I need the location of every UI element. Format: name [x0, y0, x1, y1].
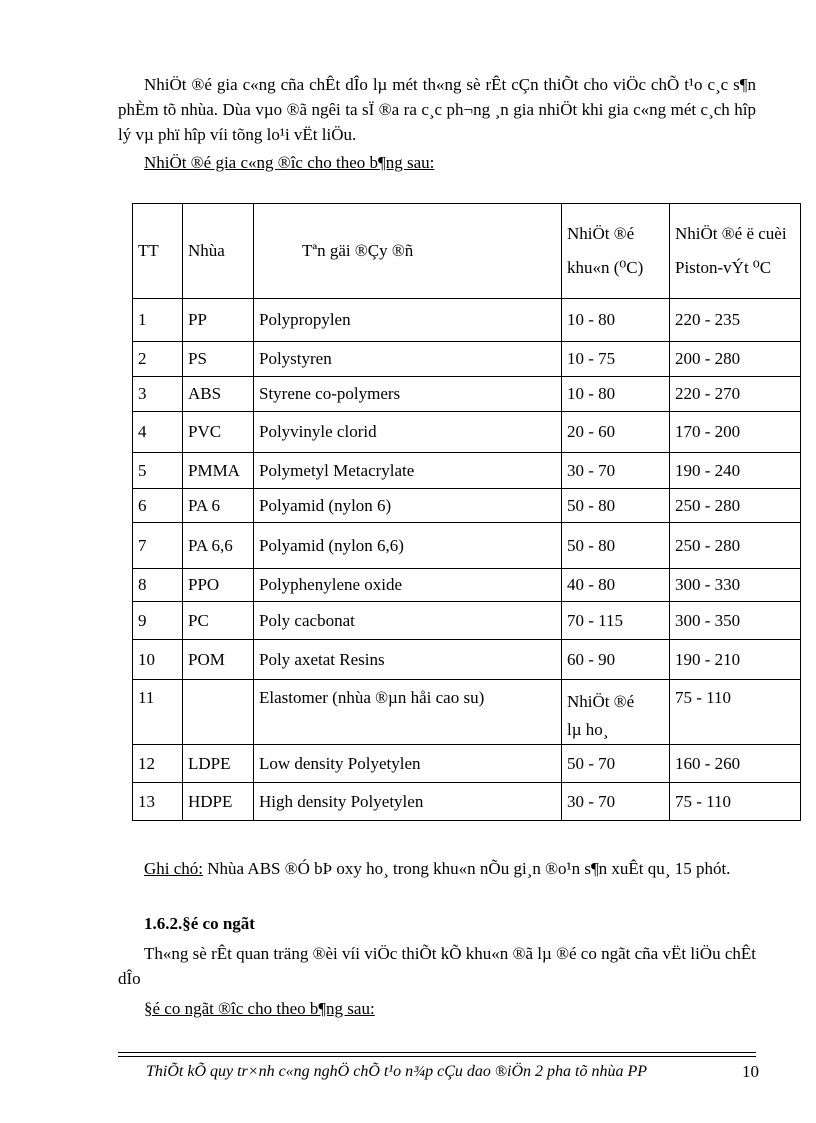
cell-resin: PMMA	[183, 453, 254, 489]
cell-resin: PP	[183, 299, 254, 342]
cell-mold: 30 - 70	[562, 453, 670, 489]
cell-resin: PC	[183, 602, 254, 640]
table-row	[133, 453, 801, 489]
cell-piston: 300 - 350	[670, 602, 801, 640]
table-row	[133, 745, 801, 783]
cell-mold: 60 - 90	[562, 640, 670, 680]
table-row	[133, 783, 801, 821]
cell-mold: 50 - 80	[562, 523, 670, 569]
shrinkage-caption	[118, 996, 756, 1021]
cell-name: Polyphenylene oxide	[254, 569, 562, 602]
cell-piston: 190 - 210	[670, 640, 801, 680]
cell-mold: 10 - 75	[562, 342, 670, 377]
cell-mold: 50 - 80	[562, 489, 670, 523]
table-row	[133, 602, 801, 640]
cell-piston: 190 - 240	[670, 453, 801, 489]
note-paragraph	[118, 856, 756, 881]
header-tt: TT	[133, 204, 183, 299]
cell-resin: PS	[183, 342, 254, 377]
cell-tt: 10	[133, 640, 183, 680]
cell-mold: 10 - 80	[562, 377, 670, 412]
cell-piston: 160 - 260	[670, 745, 801, 783]
cell-tt: 1	[133, 299, 183, 342]
cell-tt: 6	[133, 489, 183, 523]
cell-tt: 13	[133, 783, 183, 821]
cell-resin: POM	[183, 640, 254, 680]
cell-name: Polypropylen	[254, 299, 562, 342]
footer-title: ThiÕt kÕ quy tr×nh c«ng nghÖ chÕ t¹o n¾p cÇu dao ®iÖn 2 pha tõ nhùa PP	[146, 1063, 648, 1080]
cell-resin	[183, 680, 254, 745]
table-row	[133, 342, 801, 377]
table-caption	[118, 150, 756, 175]
cell-tt: 2	[133, 342, 183, 377]
cell-mold: 50 - 70	[562, 745, 670, 783]
cell-resin: PA 6,6	[183, 523, 254, 569]
table-row	[133, 489, 801, 523]
cell-tt: 4	[133, 412, 183, 453]
cell-piston: 300 - 330	[670, 569, 801, 602]
cell-mold: 70 - 115	[562, 602, 670, 640]
table-caption-text: NhiÖt ®é gia c«ng ®îc cho theo b¶ng sau:	[144, 153, 435, 172]
cell-mold	[562, 680, 670, 745]
header-mold-temp-line1: NhiÖt ®é	[567, 224, 635, 243]
cell-piston: 220 - 270	[670, 377, 801, 412]
section-paragraph: Th«ng sè rÊt quan träng ®èi víi viÖc thiÕt kÕ khu«n ®ã lµ ®é co ngãt cña vËt liÖu chÊt dÎo	[118, 944, 756, 988]
cell-resin: PPO	[183, 569, 254, 602]
header-piston-temp-line1: NhiÖt ®é ë cuèi	[675, 224, 787, 243]
cell-piston: 170 - 200	[670, 412, 801, 453]
footer-rule-bottom	[118, 1056, 756, 1057]
cell-resin: HDPE	[183, 783, 254, 821]
cell-tt: 11	[133, 680, 183, 745]
processing-temperature-table	[132, 203, 801, 821]
table-row	[133, 299, 801, 342]
cell-name: Poly cacbonat	[254, 602, 562, 640]
table-row	[133, 377, 801, 412]
cell-mold: 10 - 80	[562, 299, 670, 342]
cell-name: Polystyren	[254, 342, 562, 377]
cell-mold-line2: lµ ho¸	[567, 720, 609, 739]
header-mold-temp	[562, 204, 670, 299]
cell-tt: 12	[133, 745, 183, 783]
cell-resin: PVC	[183, 412, 254, 453]
cell-piston: 250 - 280	[670, 523, 801, 569]
note-label: Ghi chó:	[144, 859, 204, 878]
table-row	[133, 569, 801, 602]
header-mold-temp-line2: khu«n (⁰C)	[567, 258, 644, 277]
header-piston-temp-line2: Piston-vÝt ⁰C	[675, 258, 772, 277]
cell-name: Styrene co-polymers	[254, 377, 562, 412]
table-row	[133, 412, 801, 453]
table-row	[133, 523, 801, 569]
cell-piston: 250 - 280	[670, 489, 801, 523]
cell-resin: ABS	[183, 377, 254, 412]
table-row	[133, 680, 801, 745]
cell-name: Polyamid (nylon 6)	[254, 489, 562, 523]
cell-name: Elastomer (nhùa ®µn håi cao su)	[254, 680, 562, 745]
section-heading: 1.6.2.§é co ngãt	[144, 914, 255, 933]
header-resin: Nhùa	[183, 204, 254, 299]
cell-name: Low density Polyetylen	[254, 745, 562, 783]
cell-resin: PA 6	[183, 489, 254, 523]
cell-name: Polymetyl Metacrylate	[254, 453, 562, 489]
table-row	[133, 640, 801, 680]
cell-piston: 220 - 235	[670, 299, 801, 342]
cell-mold: 40 - 80	[562, 569, 670, 602]
cell-name: Polyamid (nylon 6,6)	[254, 523, 562, 569]
cell-piston: 75 - 110	[670, 680, 801, 745]
cell-name: High density Polyetylen	[254, 783, 562, 821]
cell-mold-line1: NhiÖt ®é	[567, 692, 635, 711]
table-header-row	[133, 204, 801, 299]
cell-tt: 3	[133, 377, 183, 412]
cell-resin: LDPE	[183, 745, 254, 783]
note-text: Nhùa ABS ®Ó bÞ oxy ho¸ trong khu«n nÕu gi¸n ®o¹n s¶n xuÊt qu¸ 15 phót.	[203, 859, 731, 878]
cell-tt: 5	[133, 453, 183, 489]
page-number: 10	[742, 1062, 759, 1081]
cell-piston: 75 - 110	[670, 783, 801, 821]
header-piston-temp	[670, 204, 801, 299]
cell-piston: 200 - 280	[670, 342, 801, 377]
shrinkage-caption-text: §é co ngãt ®îc cho theo b¶ng sau:	[144, 999, 375, 1018]
cell-tt: 8	[133, 569, 183, 602]
cell-mold: 20 - 60	[562, 412, 670, 453]
header-full-name: Tªn gäi ®Çy ®ñ	[254, 204, 562, 299]
cell-name: Poly axetat Resins	[254, 640, 562, 680]
cell-mold: 30 - 70	[562, 783, 670, 821]
cell-name: Polyvinyle clorid	[254, 412, 562, 453]
cell-tt: 9	[133, 602, 183, 640]
cell-tt: 7	[133, 523, 183, 569]
footer-rule-top	[118, 1052, 756, 1053]
intro-paragraph: NhiÖt ®é gia c«ng cña chÊt dÎo lµ mét th«ng sè rÊt cÇn thiÕt cho viÖc chÕ t¹o c¸c s¶n phÈm tõ nhùa. Dùa vµo ®ã ngêi ta sÏ ®a ra c¸c ph¬ng ¸n gia nhiÖt khi gia c«ng mét c¸ch hîp lý vµ phï hîp víi tõng lo¹i vËt liÖu.	[118, 75, 756, 144]
